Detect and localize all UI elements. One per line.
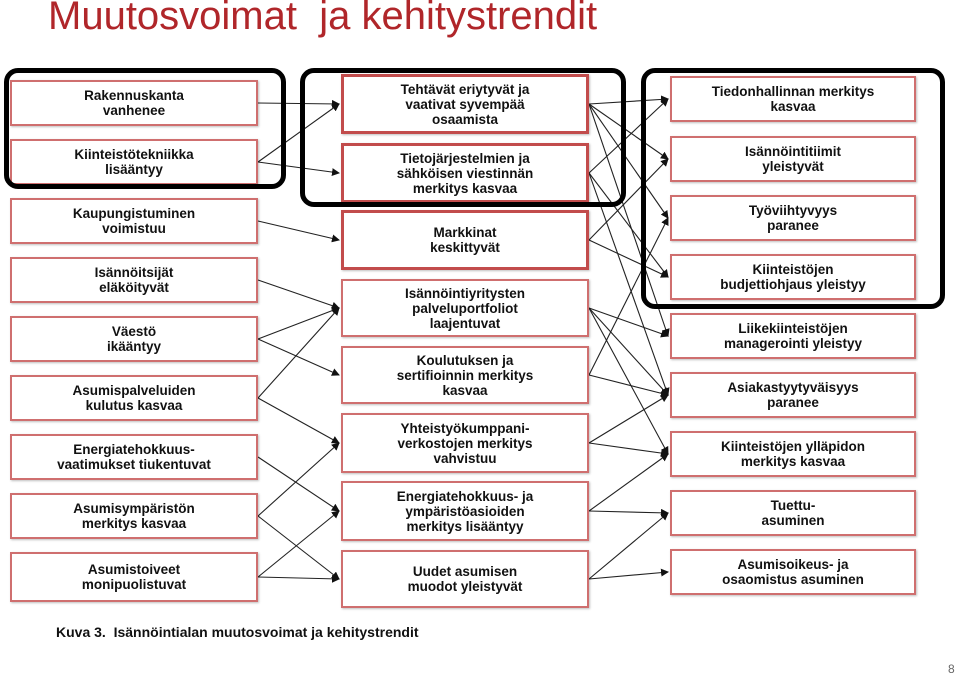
middle-box-6: Yhteistyökumppani- verkostojen merkitys vahvistuu	[341, 413, 589, 473]
slide-title: Muutosvoimat ja kehitystrendit	[48, 0, 598, 38]
middle-box-7: Energiatehokkuus- ja ympäristöasioiden merkitys lisääntyy	[341, 481, 589, 541]
arrow-middle-7-to-right-7	[589, 454, 668, 511]
arrow-middle-4-to-right-5	[589, 308, 668, 336]
arrow-middle-8-to-right-8	[589, 513, 668, 579]
arrow-middle-6-to-right-6	[589, 395, 668, 443]
arrow-middle-8-to-right-9	[589, 572, 668, 579]
arrow-middle-4-to-right-7	[589, 308, 668, 454]
highlight-frame-left	[4, 68, 286, 189]
arrow-middle-6-to-right-7	[589, 443, 668, 454]
middle-box-5: Koulutuksen ja sertifioinnin merkitys kasvaa	[341, 346, 589, 404]
right-box-3: Työviihtyvyys paranee	[670, 195, 916, 241]
arrow-left-6-to-middle-4	[258, 308, 339, 398]
right-box-2: Isännöintitiimit yleistyvät	[670, 136, 916, 182]
highlight-frame-right	[641, 68, 945, 309]
arrow-left-3-to-middle-3	[258, 221, 339, 240]
right-box-9: Asumisoikeus- ja osaomistus asuminen	[670, 549, 916, 595]
right-box-7: Kiinteistöjen ylläpidon merkitys kasvaa	[670, 431, 916, 477]
left-box-4: Isännöitsijät eläköityvät	[10, 257, 258, 303]
arrow-left-4-to-middle-4	[258, 280, 339, 308]
arrow-middle-7-to-right-8	[589, 511, 668, 513]
right-box-5: Liikekiinteistöjen managerointi yleistyy	[670, 313, 916, 359]
arrow-left-8-to-middle-6	[258, 443, 339, 516]
right-box-6: Asiakastyytyväisyys paranee	[670, 372, 916, 418]
arrow-left-5-to-middle-4	[258, 308, 339, 339]
left-box-6: Asumispalveluiden kulutus kasvaa	[10, 375, 258, 421]
middle-box-4: Isännöintiyritysten palveluportfoliot laajentuvat	[341, 279, 589, 337]
right-box-8: Tuettu- asuminen	[670, 490, 916, 536]
highlight-frame-middle	[300, 68, 626, 207]
right-box-1: Tiedonhallinnan merkitys kasvaa	[670, 76, 916, 122]
arrow-left-9-to-middle-8	[258, 577, 339, 579]
left-box-5: Väestö ikääntyy	[10, 316, 258, 362]
left-box-9: Asumistoiveet monipuolistuvat	[10, 552, 258, 602]
middle-box-8: Uudet asumisen muodot yleistyvät	[341, 550, 589, 608]
arrow-left-7-to-middle-7	[258, 457, 339, 511]
left-box-3: Kaupungistuminen voimistuu	[10, 198, 258, 244]
middle-box-2: Tietojärjestelmien ja sähköisen viestinnän merkitys kasvaa	[341, 143, 589, 203]
middle-box-3: Markkinat keskittyvät	[341, 210, 589, 270]
arrow-left-9-to-middle-7	[258, 511, 339, 577]
middle-box-1: Tehtävät eriytyvät ja vaativat syvempää osaamista	[341, 74, 589, 134]
page-number: 8	[948, 662, 955, 676]
right-box-4: Kiinteistöjen budjettiohjaus yleistyy	[670, 254, 916, 300]
figure-caption: Kuva 3. Isännöintialan muutosvoimat ja kehitystrendit	[56, 624, 419, 640]
arrow-left-5-to-middle-5	[258, 339, 339, 375]
arrow-left-6-to-middle-6	[258, 398, 339, 443]
left-box-7: Energiatehokkuus- vaatimukset tiukentuvat	[10, 434, 258, 480]
left-box-8: Asumisympäristön merkitys kasvaa	[10, 493, 258, 539]
left-box-1: Rakennuskanta vanhenee	[10, 80, 258, 126]
arrow-left-8-to-middle-8	[258, 516, 339, 579]
left-box-2: Kiinteistötekniikka lisääntyy	[10, 139, 258, 185]
arrow-middle-5-to-right-6	[589, 375, 668, 395]
